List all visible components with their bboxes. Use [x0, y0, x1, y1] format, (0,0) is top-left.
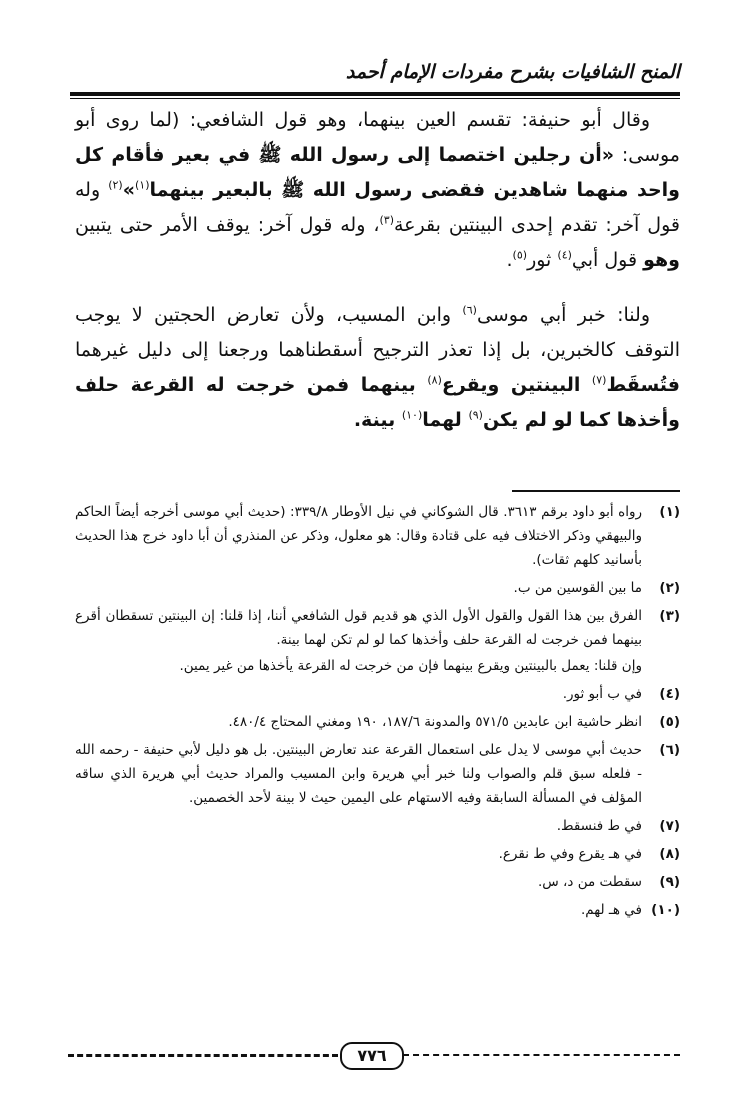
footnote-text — [75, 682, 642, 706]
paragraph-2 — [75, 298, 680, 438]
footnote-item — [75, 814, 680, 838]
footnote-paragraph: حديث أبي موسى لا يدل على استعمال القرعة عند تعارض البينتين. بل هو دليل لأبي حنيفة - رحمه الله - فلعله سبق قلم والصواب ولنا خبر أبي هريرة وابن المسيب والمراد حديث أبي هريرة الذي ساقه المؤلف في المسألة السابقة وفيه الاستهام على اليمين حيث لا بينة لأحد الخصمين. — [75, 742, 642, 806]
footnote-paragraph: ما بين القوسين من ب. — [513, 580, 642, 596]
text-span: . — [506, 249, 513, 271]
footnote-ref-3[interactable]: (٣) — [379, 213, 394, 227]
footnote-item — [75, 500, 680, 572]
footnote-ref-10[interactable]: (١٠) — [401, 408, 423, 422]
footnote-number: (٤) — [659, 686, 680, 702]
footnotes-section — [75, 500, 680, 926]
footnote-item — [75, 604, 680, 678]
footnote-paragraph: انظر حاشية ابن عابدين ٥٧١/٥ والمدونة ١٨٧/٦، ١٩٠ ومغني المحتاج ٤٨٠/٤. — [228, 714, 642, 730]
bold-word: وهو — [643, 249, 680, 271]
text-span: ثور — [527, 249, 558, 271]
footnote-number: (٥) — [659, 714, 680, 730]
footnote-item — [75, 710, 680, 734]
footnote-text — [75, 500, 642, 572]
footnote-text — [75, 710, 642, 734]
footnote-ref-9[interactable]: (٩) — [468, 408, 483, 422]
footnote-paragraph: في ط فنسقط. — [556, 818, 642, 834]
footnote-paragraph: رواه أبو داود برقم ٣٦١٣. قال الشوكاني في نيل الأوطار ٣٣٩/٨: (حديث أبي موسى أخرجه أيضاً الحاكم والبيهقي وذكر الاختلاف فيه على قتادة وقال: هو معلول، وذكر عن المنذري أن أبا داود خرج هذا الحديث بأسانيد كلهم ثقات). — [75, 504, 642, 568]
footnote-number: (١) — [659, 504, 680, 520]
bold-span: لهما — [422, 409, 469, 431]
footnote-number: (٧) — [659, 818, 680, 834]
bold-span: بينهما فمن خرجت له القرعة حلف وأخذها كما لو لم يكن — [75, 374, 680, 431]
footnote-paragraph: في هـ لهم. — [581, 902, 642, 918]
header-rule-thin — [70, 98, 680, 99]
footnote-text — [75, 814, 642, 838]
footer-dashed-line — [68, 1054, 338, 1057]
paragraph-1 — [75, 103, 680, 278]
quote-close: » — [122, 179, 135, 201]
footnote-text — [75, 604, 642, 678]
bold-span: فتُسقَط — [606, 374, 680, 396]
footnote-ref-6[interactable]: (٦) — [462, 303, 477, 317]
footnote-ref-8[interactable]: (٨) — [427, 373, 442, 387]
footnote-number: (٢) — [659, 580, 680, 596]
footnote-paragraph: وإن قلنا: يعمل بالبينتين ويقرع بينهما فإن من خرجت له القرعة يأخذها من غير يمين. — [179, 658, 642, 674]
footnote-ref-5[interactable]: (٥) — [512, 248, 528, 262]
footnote-paragraph: الفرق بين هذا القول والقول الأول الذي هو قديم قول الشافعي أننا، إذا قلنا: إن البينتين تسقطان أقرع بينهما فمن خرجت له القرعة حلف وأخذها كما لو لم تكن لهما بينة. — [75, 608, 642, 648]
footnote-separator — [512, 490, 680, 492]
footnote-ref-2[interactable]: (٢) — [108, 178, 123, 192]
footnote-text — [75, 898, 642, 922]
footer-dashed-line — [403, 1054, 680, 1056]
footnote-number: (٩) — [659, 874, 680, 890]
footnote-text — [75, 870, 642, 894]
footnote-number: (١٠) — [651, 902, 680, 918]
footnote-item — [75, 576, 680, 600]
footnote-text — [75, 576, 642, 600]
footnote-paragraph: سقطت من د، س. — [538, 874, 642, 890]
footnote-number: (٨) — [659, 846, 680, 862]
header-rule — [70, 92, 680, 96]
footnote-text — [75, 842, 642, 866]
bold-span: بينة. — [353, 409, 402, 431]
footnote-paragraph: في ب أبو ثور. — [562, 686, 642, 702]
text-span: وله قول آخر: تقدم إحدى البينتين بقرعة — [75, 179, 680, 236]
footnote-paragraph: في هـ يقرع وفي ط نقرع. — [498, 846, 642, 862]
footnote-ref-1[interactable]: (١) — [134, 178, 150, 192]
footnote-ref-4[interactable]: (٤) — [557, 248, 572, 262]
hadith-quote: «أن رجلين اختصما إلى رسول الله ﷺ في بعير فأقام كل واحد منهما شاهدين فقضى رسول الله ﷺ بالبعير بينهما — [75, 144, 680, 201]
footnote-item — [75, 682, 680, 706]
page-footer — [68, 1040, 680, 1070]
book-title: المنح الشافيات بشرح مفردات الإمام أحمد — [345, 61, 680, 83]
bold-span: البينتين ويقرع — [441, 374, 592, 396]
text-span: وقال أبو حنيفة: تقسم العين بينهما، وهو قول الشافعي: (لما روى أبو موسى: — [75, 109, 680, 166]
text-span: قول أبي — [571, 249, 644, 271]
footnote-number: (٣) — [659, 608, 680, 624]
footnote-item — [75, 738, 680, 810]
footnote-item — [75, 898, 680, 922]
footnote-ref-7[interactable]: (٧) — [591, 373, 607, 387]
text-span: ولنا: خبر أبي موسى — [476, 304, 650, 326]
main-text — [75, 103, 680, 438]
text-span: وابن المسيب، ولأن تعارض الحجتين لا يوجب التوقف كالخبرين، بل إذا تعذر الترجيح أسقطناهما ورجعنا إلى دليل غيرهما — [75, 304, 680, 361]
footnote-number: (٦) — [659, 742, 680, 758]
page-number: ٧٧٦ — [340, 1042, 404, 1070]
footnote-item — [75, 842, 680, 866]
footnote-item — [75, 870, 680, 894]
text-span: ، وله قول آخر: يوقف الأمر حتى يتبين — [75, 214, 380, 236]
running-header — [70, 52, 680, 92]
footnote-text — [75, 738, 642, 810]
